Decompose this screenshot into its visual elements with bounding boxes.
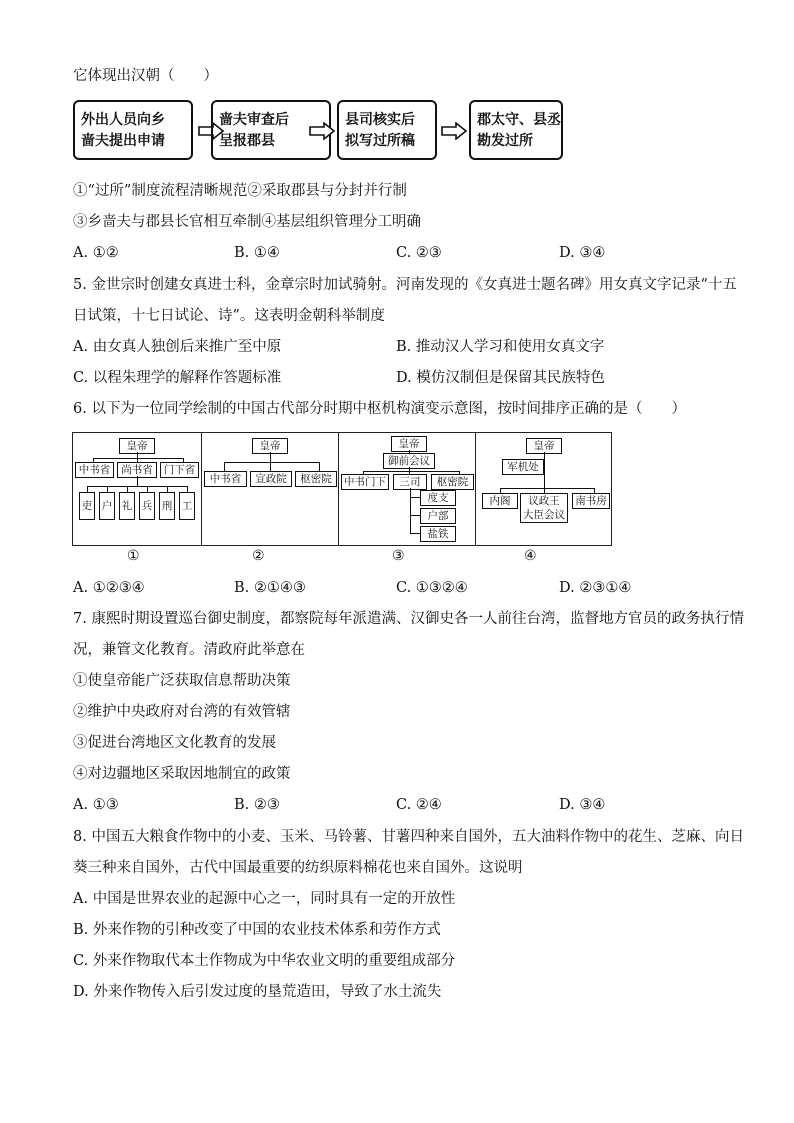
chart4-junjichu: 军机处 bbox=[502, 459, 544, 475]
chart4-office-2: 议政王 大臣会议 bbox=[520, 493, 568, 523]
chart-label-4: ④ bbox=[524, 548, 537, 564]
chart3-office-1: 中书门下 bbox=[341, 474, 389, 490]
q4-statement-1: ①“过所”制度流程清晰规范②采取郡县与分封并行制 bbox=[73, 183, 407, 199]
chart2-office-1: 中书省 bbox=[204, 471, 247, 487]
q4-option-c[interactable]: C. ②③ bbox=[396, 245, 442, 261]
org-chart-2 bbox=[202, 433, 339, 545]
q5-option-a[interactable]: A. 由女真人独创后来推广至中原 bbox=[73, 339, 282, 355]
chart1-ministry-3: 礼 bbox=[119, 492, 135, 520]
chart4-office-1: 内阁 bbox=[482, 493, 518, 509]
flow-step-1: 外出人员向乡 啬夫提出申请 bbox=[73, 100, 193, 160]
chart-label-2: ② bbox=[252, 548, 265, 564]
chart1-office-1: 中书省 bbox=[75, 462, 114, 478]
chart4-office-3: 南书房 bbox=[572, 493, 610, 509]
q7-option-c[interactable]: C. ②④ bbox=[396, 797, 442, 813]
chart1-ministry-4: 兵 bbox=[139, 492, 155, 520]
q7-statement-4: ④对边疆地区采取因地制宜的政策 bbox=[73, 766, 291, 782]
q4-option-d[interactable]: D. ③④ bbox=[559, 245, 606, 261]
chart2-office-2: 宣政院 bbox=[250, 471, 292, 487]
flow-step-4: 郡太守、县丞 勘发过所 bbox=[469, 100, 563, 160]
q7-statement-2: ②维护中央政府对台湾的有效管辖 bbox=[73, 704, 291, 720]
chart3-sub-2: 户部 bbox=[420, 508, 456, 524]
q7-option-d[interactable]: D. ③④ bbox=[559, 797, 606, 813]
chart3-office-3: 枢密院 bbox=[431, 474, 474, 490]
question-5-line-1: 5. 金世宗时创建女真进士科，金章宗时加试骑射。河南发现的《女真进士题名碑》用女真文字记录“十五 bbox=[73, 277, 737, 293]
q8-option-b[interactable]: B. 外来作物的引种改变了中国的农业技术体系和劳作方式 bbox=[73, 922, 441, 938]
q8-option-d[interactable]: D. 外来作物传入后引发过度的垦荒造田，导致了水土流失 bbox=[73, 984, 442, 1000]
chart3-meeting: 御前会议 bbox=[383, 453, 435, 469]
question-4-tail: 它体现出汉朝（ ） bbox=[73, 68, 218, 84]
chart1-emperor: 皇帝 bbox=[119, 438, 155, 454]
org-chart-4 bbox=[476, 433, 611, 545]
q6-option-a[interactable]: A. ①②③④ bbox=[73, 580, 145, 596]
question-7-line-1: 7. 康熙时期设置巡台御史制度，都察院每年派遣满、汉御史各一人前往台湾，监督地方官员的政务执行情 bbox=[73, 611, 744, 627]
flow-arrow-2-icon bbox=[309, 122, 335, 140]
q4-statement-2: ③乡啬夫与郡县长官相互牵制④基层组织管理分工明确 bbox=[73, 214, 421, 230]
process-flow-diagram bbox=[73, 100, 563, 166]
question-8-line-1: 8. 中国五大粮食作物中的小麦、玉米、马铃薯、甘薯四种来自国外，五大油料作物中的花生、芝麻、向日 bbox=[73, 829, 744, 845]
q5-option-c[interactable]: C. 以程朱理学的解释作答题标准 bbox=[73, 370, 282, 386]
q4-option-a[interactable]: A. ①② bbox=[73, 245, 119, 261]
chart1-office-2: 尚书省 bbox=[117, 462, 157, 478]
q8-option-a[interactable]: A. 中国是世界农业的起源中心之一，同时具有一定的开放性 bbox=[73, 891, 456, 907]
chart3-sub-3: 盐铁 bbox=[420, 526, 456, 542]
question-8-line-2: 葵三种来自国外，古代中国最重要的纺织原料棉花也来自国外。这说明 bbox=[73, 860, 523, 876]
chart3-emperor: 皇帝 bbox=[391, 436, 427, 452]
chart1-ministry-2: 户 bbox=[99, 492, 115, 520]
chart-label-1: ① bbox=[127, 548, 140, 564]
q5-option-d[interactable]: D. 模仿汉制但是保留其民族特色 bbox=[396, 370, 605, 386]
q5-option-b[interactable]: B. 推动汉人学习和使用女真文字 bbox=[396, 339, 605, 355]
chart2-office-3: 枢密院 bbox=[295, 471, 337, 487]
chart1-ministry-6: 工 bbox=[179, 492, 195, 520]
flow-step-2: 啬夫审查后 呈报郡县 bbox=[211, 100, 331, 160]
question-6: 6. 以下为一位同学绘制的中国古代部分时期中枢机构演变示意图，按时间排序正确的是（ ） bbox=[73, 401, 686, 417]
chart2-emperor: 皇帝 bbox=[252, 438, 288, 454]
chart4-emperor: 皇帝 bbox=[526, 438, 562, 454]
flow-step-3: 县司核实后 拟写过所稿 bbox=[337, 100, 437, 160]
org-charts-figure bbox=[72, 432, 612, 546]
org-chart-1 bbox=[73, 433, 202, 545]
q6-option-b[interactable]: B. ②①④③ bbox=[234, 580, 306, 596]
q8-option-c[interactable]: C. 外来作物取代本土作物成为中华农业文明的重要组成部分 bbox=[73, 953, 456, 969]
q7-statement-3: ③促进台湾地区文化教育的发展 bbox=[73, 735, 276, 751]
q6-option-c[interactable]: C. ①③②④ bbox=[396, 580, 468, 596]
flow-arrow-3-icon bbox=[441, 122, 467, 140]
q6-option-d[interactable]: D. ②③①④ bbox=[559, 580, 632, 596]
chart3-sub-1: 度支 bbox=[420, 490, 456, 506]
chart3-office-2: 三司 bbox=[393, 474, 427, 490]
question-5-line-2: 日试策，十七日试论、诗”。这表明金朝科举制度 bbox=[73, 308, 385, 324]
question-7-line-2: 况，兼管文化教育。清政府此举意在 bbox=[73, 642, 305, 658]
chart1-ministry-5: 刑 bbox=[159, 492, 175, 520]
chart-label-3: ③ bbox=[392, 548, 405, 564]
q7-option-a[interactable]: A. ①③ bbox=[73, 797, 119, 813]
chart1-ministry-1: 吏 bbox=[79, 492, 95, 520]
org-chart-3 bbox=[339, 433, 476, 545]
q7-statement-1: ①使皇帝能广泛获取信息帮助决策 bbox=[73, 673, 291, 689]
q4-option-b[interactable]: B. ①④ bbox=[234, 245, 280, 261]
q7-option-b[interactable]: B. ②③ bbox=[234, 797, 280, 813]
chart1-office-3: 门下省 bbox=[160, 462, 199, 478]
